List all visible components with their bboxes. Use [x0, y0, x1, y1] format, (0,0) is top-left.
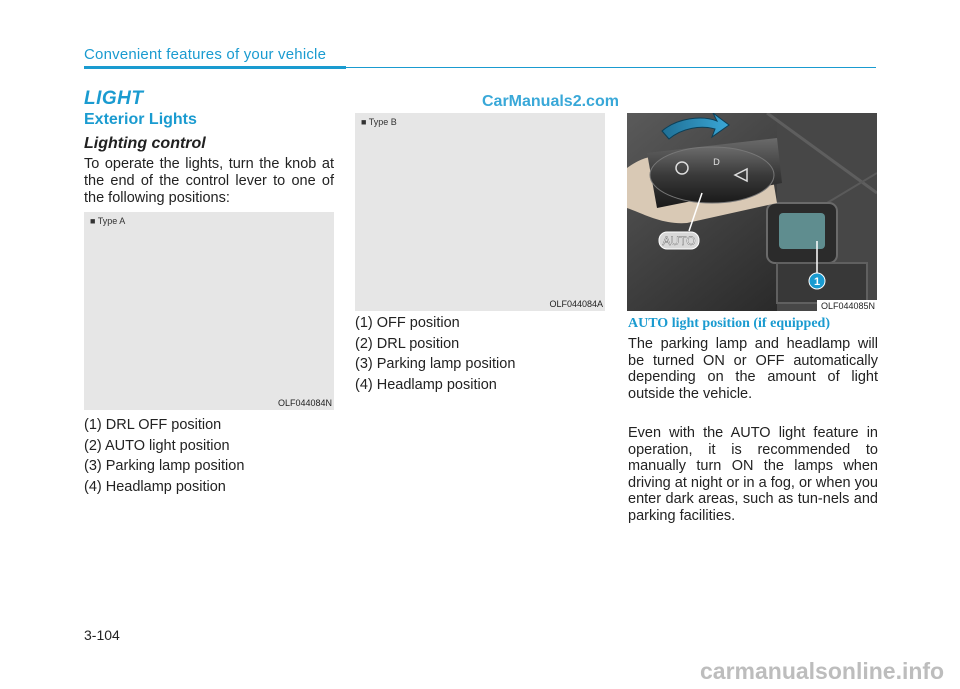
auto-light-title: AUTO light position (if equipped): [628, 316, 831, 331]
positions-list-a: [84, 415, 244, 497]
list-item: (1) DRL OFF position: [84, 417, 222, 433]
auto-light-photo: [627, 113, 877, 311]
list-item: (4) Headlamp position: [84, 478, 226, 495]
figure-a-label: ■ Type A: [90, 216, 126, 226]
auto-light-paragraph-1: The parking lamp and headlamp will be turned ON or OFF automatically depending on the amount of light outside the vehicle.: [628, 336, 878, 402]
list-item: (3) Parking lamp position: [355, 356, 516, 372]
footer-watermark[interactable]: carmanualsonline.info: [700, 658, 945, 684]
section-title: LIGHT: [84, 88, 144, 109]
header-rule-thick: [84, 66, 346, 69]
list-item: (1) OFF position: [355, 315, 460, 331]
photo-code: OLF044085N: [817, 300, 877, 311]
chapter-header: Convenient features of your vehicle: [84, 46, 327, 63]
intro-paragraph: To operate the lights, turn the knob at the end of the control lever to one of the following positions:: [84, 156, 334, 206]
photo-callout-number: 1: [813, 276, 821, 288]
figure-type-b: [355, 113, 605, 311]
header-rule-thin: [346, 67, 876, 68]
subsubsection-title: Lighting control: [84, 135, 206, 152]
positions-list-b: [355, 313, 515, 395]
subsection-title: Exterior Lights: [84, 111, 197, 128]
list-item: (2) AUTO light position: [84, 437, 230, 454]
site-watermark[interactable]: CarManuals2.com: [482, 93, 619, 110]
page-number: 3-104: [84, 627, 120, 643]
figure-type-a: [84, 212, 334, 410]
light-switch-illustration: [627, 113, 877, 311]
figure-b-code: OLF044084A: [549, 299, 603, 309]
list-item: (3) Parking lamp position: [84, 458, 245, 474]
auto-photo-label: AUTO: [662, 234, 696, 248]
list-item: (2) DRL position: [355, 335, 460, 352]
auto-light-paragraph-2: Even with the AUTO light feature in operation, it is recommended to manually turn ON the lamps when driving at night or in a fog, or when you enter dark areas, such as tun-nels and parking facilities.: [628, 425, 878, 524]
list-item: (4) Headlamp position: [355, 376, 497, 393]
figure-b-label: ■ Type B: [361, 117, 397, 127]
figure-a-code: OLF044084N: [277, 398, 332, 408]
svg-text:D: D: [713, 158, 720, 168]
